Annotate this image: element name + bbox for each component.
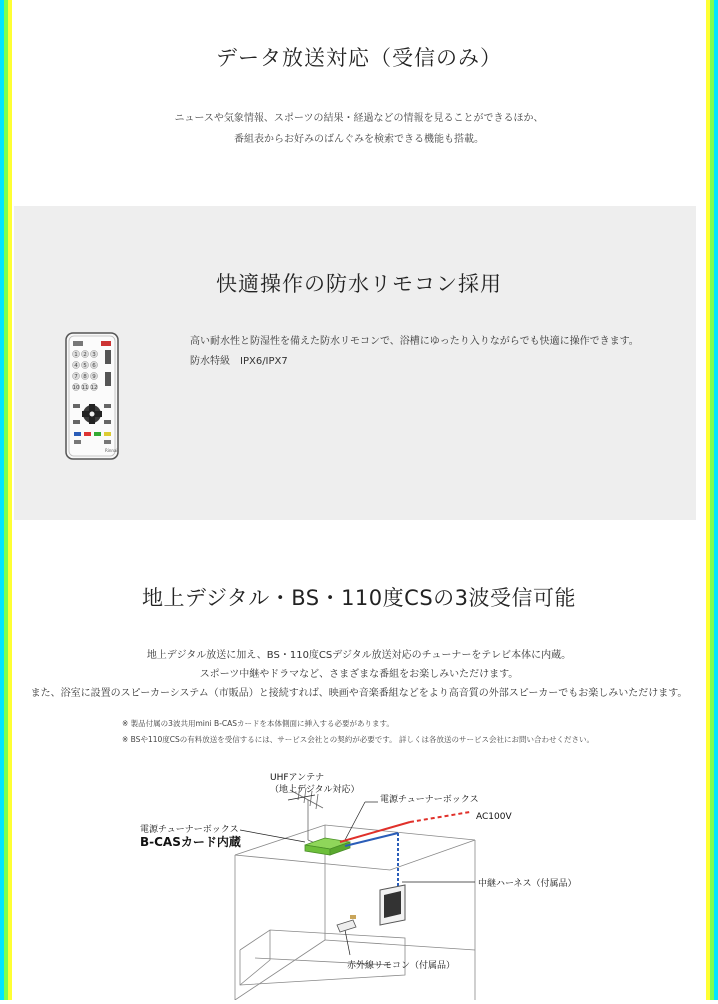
- remote-key-label: 3: [92, 352, 96, 358]
- power-tuner-box-label: 電源チューナーボックス: [380, 795, 479, 805]
- description-line: 番組表からお好みのばんぐみを検索できる機能も搭載。: [234, 134, 484, 145]
- description-line: 高い耐水性と防湿性を備えた防水リモコンで、浴槽にゆったり入りながらでも快適に操作できます。: [190, 336, 639, 347]
- remote-key-label: 5: [83, 363, 87, 369]
- remote-description: [190, 332, 639, 372]
- data-broadcast-description: [0, 108, 718, 150]
- remote-key-label: 8: [83, 374, 87, 380]
- remote-key-label: 11: [81, 385, 89, 391]
- antenna-sublabel: （地上デジタル対応）: [270, 785, 360, 795]
- description-line: 地上デジタル放送に加え、BS・110度CSデジタル放送対応のチューナーをテレビ本体に内蔵。: [146, 650, 572, 661]
- harness-label: 中継ハーネス（付属品）: [478, 879, 577, 889]
- remote-key-label: 12: [90, 385, 98, 391]
- note: ※ BSや110度CSの有料放送を受信するには、サービス会社との契約が必要です。 詳しくは各放送のサービス会社にお問い合わせください。: [122, 735, 595, 744]
- remote-key-label: 10: [72, 385, 80, 391]
- right-edge-border: [706, 0, 718, 1000]
- tuner-heading: 地上デジタル・BS・110度CSの3波受信可能: [141, 586, 577, 610]
- remote-key-label: 1: [74, 352, 78, 358]
- remote-key-label: 4: [74, 363, 78, 369]
- remote-control-image: [65, 332, 119, 464]
- ac-power-label: AC100V: [476, 812, 512, 822]
- tuner-notes: [122, 716, 594, 748]
- remote-key-label: 6: [92, 363, 96, 369]
- waterproof-rating: 防水特級 IPX6/IPX7: [190, 356, 288, 367]
- description-line: ニュースや気象情報、スポーツの結果・経過などの情報を見ることができるほか、: [174, 113, 544, 124]
- bcas-card-label: B-CASカード内蔵: [140, 835, 241, 849]
- remote-key-label: 9: [92, 374, 96, 380]
- description-line: スポーツ中継やドラマなど、さまざまな番組をお楽しみいただけます。: [199, 669, 519, 680]
- ir-remote-label: 赤外線リモコン（付属品）: [347, 961, 456, 971]
- remote-key-label: 7: [74, 374, 78, 380]
- data-broadcast-heading: データ放送対応（受信のみ）: [216, 46, 502, 70]
- description-line: また、浴室に設置のスピーカーシステム（市販品）と接続すれば、映画や音楽番組などをより高音質の外部スピーカーでもお楽しみいただけます。: [30, 688, 688, 699]
- left-edge-border: [0, 0, 12, 1000]
- remote-key-label: 2: [83, 352, 87, 358]
- tuner-description: [0, 646, 718, 703]
- tuner-box-side-label: 電源チューナーボックス: [140, 825, 239, 835]
- installation-diagram: [140, 760, 600, 1004]
- antenna-label: UHFアンテナ: [270, 773, 325, 783]
- remote-heading: 快適操作の防水リモコン採用: [216, 272, 502, 296]
- remote-brand-text: Rinnai: [105, 448, 118, 453]
- note: ※ 製品付属の3波共用mini B-CASカードを本体側面に挿入する必要があります。: [122, 719, 394, 728]
